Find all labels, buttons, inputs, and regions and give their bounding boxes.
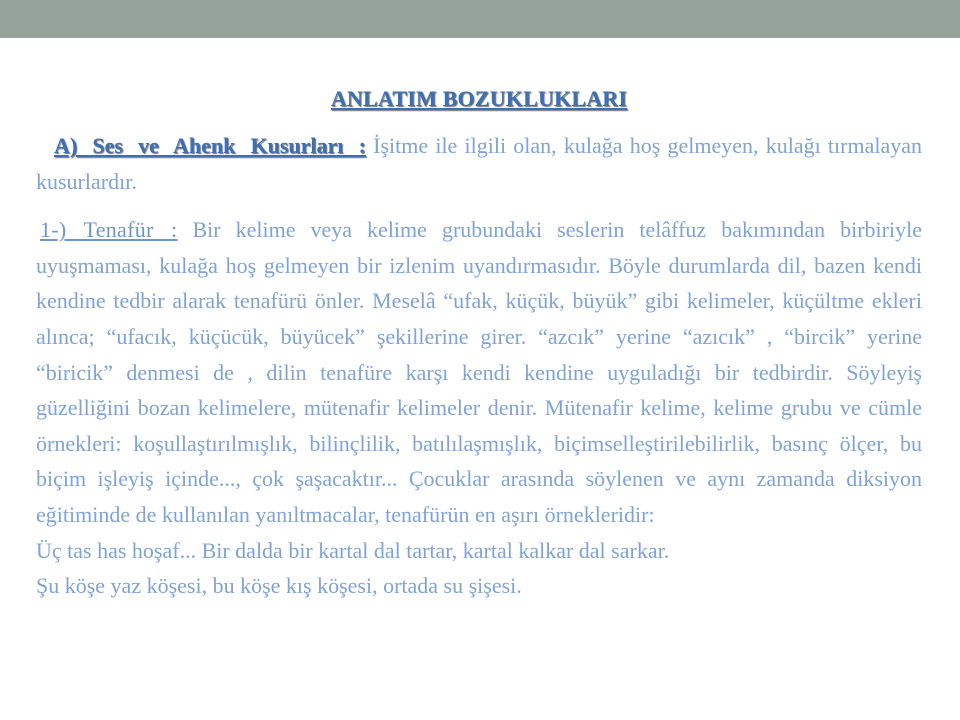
example-line-2: Şu köşe yaz köşesi, bu köşe kış köşesi, ortada su şişesi.: [36, 573, 522, 599]
slide-title: ANLATIM BOZUKLUKLARI: [330, 86, 628, 111]
top-bar: [0, 0, 960, 38]
section-1-heading: 1-) Tenafür :: [40, 217, 178, 243]
section-1-paragraph: [36, 212, 922, 532]
example-line-1: Üç tas has hoşaf... Bir dalda bir kartal dal tartar, kartal kalkar dal sarkar.: [36, 537, 670, 563]
slide-content: [36, 86, 922, 604]
section-a-heading: A) Ses ve Ahenk Kusurları :: [54, 133, 366, 158]
section-a-text: İşitme ile ilgili olan, kulağa hoş gelmeyen, kulağı tırmalayan kusurlardır.: [36, 133, 922, 194]
section-a-paragraph: [36, 128, 922, 199]
tongue-twister-examples: [36, 533, 922, 604]
section-1-text: Bir kelime veya kelime grubundaki seslerin telâffuz bakımından birbiriyle uyuşmaması, kulağa hoş gelmeyen bir izlenim uyandırmasıdır. Böyle durumlarda dil, bazen kendi kendine tedbir alarak tenafürü önler. Meselâ “ufak, küçük, büyük” gibi kelimeler, küçültme ekleri alınca; “ufacık, küçücük, büyücek” şekillerine girer. “azcık” yerine “azıcık” , “bircik” yerine “biricik” denmesi de , dilin tenafüre karşı kendi kendine uyguladığı bir tedbirdir. Söyleyiş güzelliğini bozan kelimelere, mütenafir kelimeler denir. Mütenafir kelime, kelime grubu ve cümle örnekleri: koşullaştırılmışlık, bilinçlilik, batılılaşmışlık, biçimselleştirilebilirlik, basınç ölçer, bu biçim işleyiş içinde..., çok şaşacaktır... Çocuklar arasında söylenen ve aynı zamanda diksiyon eğitiminde de kullanılan yanıltmacalar, tenafürün en aşırı örnekleridir:: [36, 217, 922, 527]
